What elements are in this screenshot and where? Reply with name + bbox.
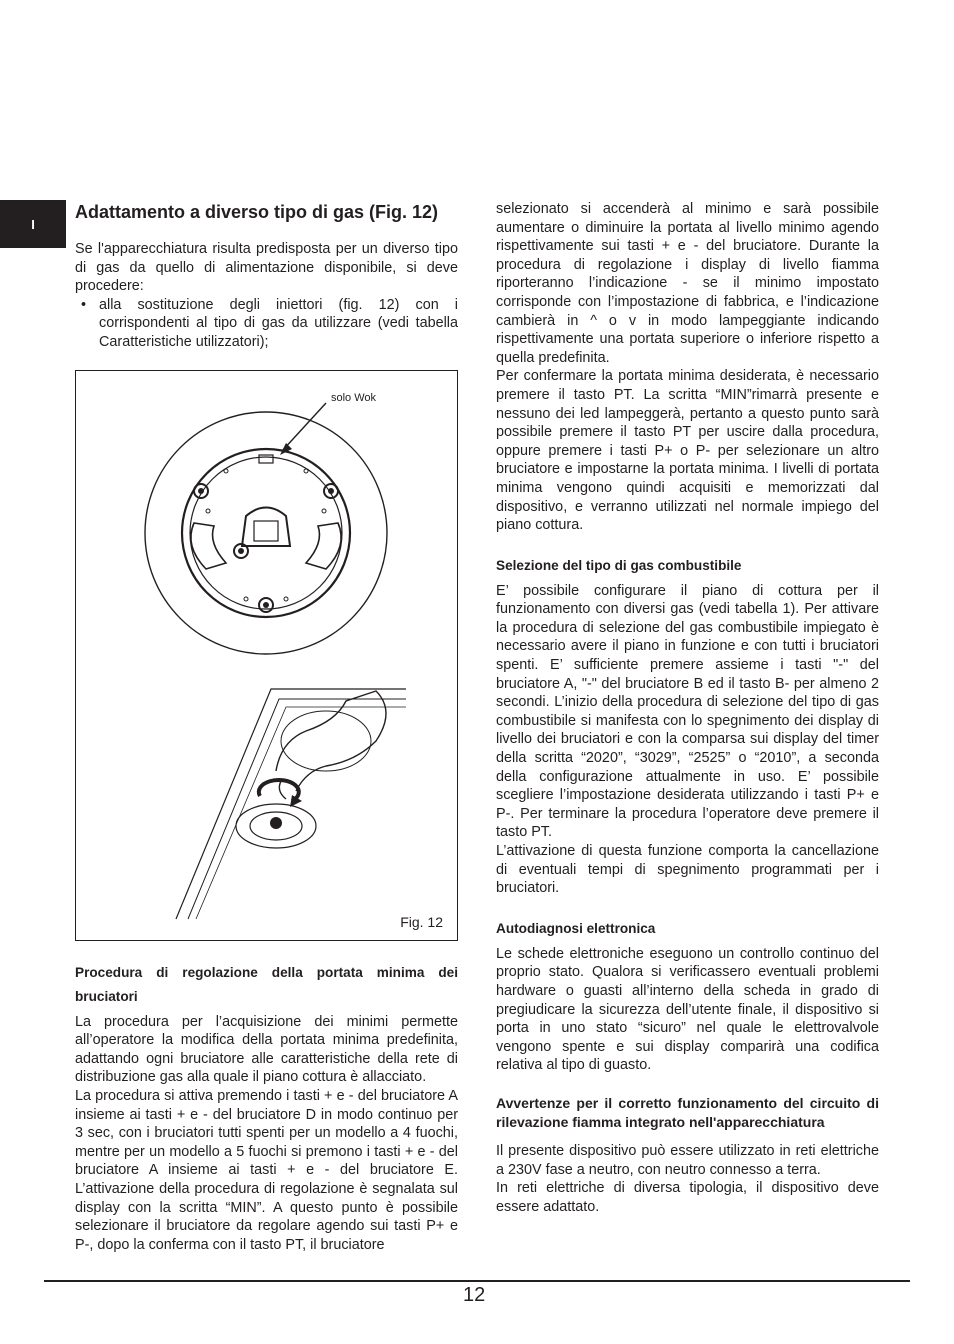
intro-paragraph: Se l'apparecchiatura risulta predisposta per un diverso tipo di gas da quello di alimentazione disponibile, si deve procedere: bbox=[75, 241, 458, 295]
footer-divider bbox=[44, 1280, 910, 1282]
figure-caption: Fig. 12 bbox=[400, 913, 443, 930]
self-diagnosis-paragraph: Le schede elettroniche eseguono un controllo continuo del proprio stato. Qualora si verificassero eventuali problemi hardware o guasti all’interno della scheda in grado di pregiudicare la sicurezza dell’utente finale, il dispositivo si porta in uno stato “sicuro” nel quale le elettrovalvole vengono spente e sui display comparirà una codifica relativa al tipo di guasto. bbox=[496, 945, 879, 1074]
section-title-min-flow: Procedura di regolazione della portata minima dei bruciatori bbox=[75, 964, 458, 1004]
page-number: 12 bbox=[463, 1284, 486, 1306]
figure-12 bbox=[75, 370, 458, 941]
right-column bbox=[496, 200, 879, 1216]
section-title-self-diagnosis: Autodiagnosi elettronica bbox=[496, 920, 656, 936]
min-flow-paragraph-2: La procedura si attiva premendo i tasti + e - del bruciatore A insieme ai tasti + e - del bruciatore D in modo continuo per 3 sec, con i bruciatori tutti spenti per un modello a 4 fuochi, mentre per un modello a 5 fuochi si premono i tasti + e - del bruciatore A insieme ai tasti + e - del bruciatore E. L’attivazione della procedura di regolazione è segnalata sul display con la scritta “MIN”. A questo punto è possibile selezionare il bruciatore da regolare agendo sui tasti P+ e P-, dopo la conferma con il tasto PT, il bruciatore bbox=[75, 1087, 458, 1253]
left-column bbox=[75, 200, 458, 1254]
bullet-icon: • bbox=[81, 296, 87, 313]
list-item bbox=[75, 296, 458, 352]
min-flow-paragraph-4: Per confermare la portata minima desiderata, è necessario premere il tasto PT. La scritta “MIN”rimarrà presente e nessuno dei led lampeggerà, pertanto a questo punto sarà possibile premere il tasto PT per uscire dalla procedura, oppure premere i tasti P+ o P- per selezionare un altro bruciatore e impostarne la portata minima. I livelli di portata minima vengono quindi acquisiti e memorizzati dal dispositivo, e verranno utilizzati nel normale impiego del piano cottura. bbox=[496, 368, 879, 534]
warnings-paragraph-2: In reti elettriche di diversa tipologia, il dispositivo deve essere adattato. bbox=[496, 1180, 879, 1215]
gas-selection-paragraph-1: E’ possibile configurare il piano di cottura per il funzionamento con diversi gas (vedi tabella 1). Per attivare la procedura di selezione del gas combustibile impiegato è necessario avere il piano in funzione e con tutti i bruciatori spenti. E’ sufficiente premere assieme i tasti "-" del bruciatore A, "-" del bruciatore B ed il tasto B- per almeno 2 secondi. L’inizio della procedura di selezione del tipo di gas combustibile si manifesta con lo spegnimento dei display di livello dei bruciatori e con la comparsa sui display del timer della scritta “2020”, “3029”, “2525” o “2010”, a seconda della configurazione attualmente in uso. E’ possibile scegliere l’impostazione desiderata utilizzando i tasti P+ e P-. Per terminare la procedura l’operatore deve premere il tasto PT. bbox=[496, 582, 879, 841]
section-title-gas-selection: Selezione del tipo di gas combustibile bbox=[496, 557, 742, 573]
burner-illustration bbox=[76, 371, 457, 940]
figure-label-solo-wok: solo Wok bbox=[331, 391, 377, 404]
min-flow-paragraph-1: La procedura per l’acquisizione dei minimi permette all’operatore la modifica della portata minima predefinita, adattando ogni bruciatore alle caratteristiche della rete di distribuzione gas alla quale il piano cottura è allacciato. bbox=[75, 1013, 458, 1086]
section-title-warnings: Avvertenze per il corretto funzionamento del circuito di rilevazione fiamma integrato nell'apparecchiatura bbox=[496, 1094, 879, 1130]
warnings-paragraph-1: Il presente dispositivo può essere utilizzato in reti elettriche a 230V fase a neutro, con neutro connesso a terra. bbox=[496, 1142, 879, 1178]
list-item-text: alla sostituzione degli iniettori (fig. 12) con i corrispondenti al tipo di gas da utilizzare (vedi tabella Caratteristiche utilizzatori); bbox=[99, 296, 458, 350]
language-tab: I bbox=[0, 200, 66, 248]
section-title-gas-adaptation: Adattamento a diverso tipo di gas (Fig. 12) bbox=[75, 202, 439, 222]
gas-selection-paragraph-2: L’attivazione di questa funzione comporta la cancellazione di eventuali tempi di spegnimento programmati per i bruciatori. bbox=[496, 843, 879, 897]
min-flow-paragraph-3: selezionato si accenderà al minimo e sarà possibile aumentare o diminuire la portata al livello minimo agendo rispettivamente sui tasti + e - del bruciatore. Durante la procedura di regolazione i display di livello fiamma riporteranno l’indicazione - se il minimo impostato corrisponde con l’impostazione di fabbrica, e l’indicazione cambierà in ^ o v in modo lampeggiante indicando rispettivamente una portata superiore o inferiore rispetto a quella predefinita. bbox=[496, 201, 879, 366]
